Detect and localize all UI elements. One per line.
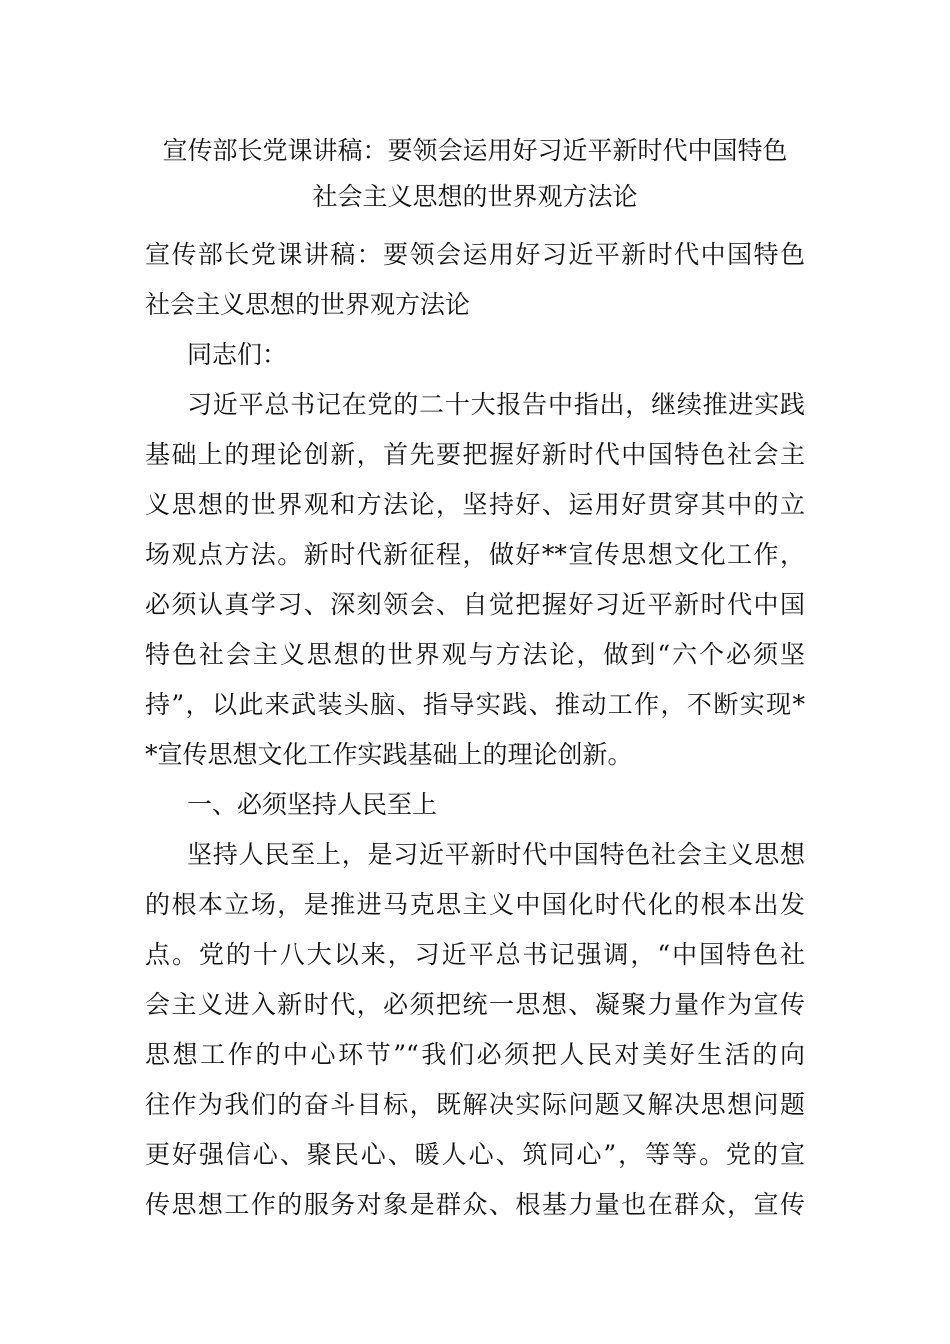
text-line: 持”，以此来武装头脑、指导实践、推动工作，不断实现* <box>145 690 805 719</box>
document-body <box>145 230 805 1230</box>
text-line: 特色社会主义思想的世界观与方法论，做到“六个必须坚 <box>145 640 805 669</box>
greeting: 同志们： <box>187 340 288 369</box>
text-line: 坚持人民至上，是习近平新时代中国特色社会主义思想 <box>187 840 805 869</box>
paragraph-2 <box>145 830 805 1230</box>
text-line: 场观点方法。新时代新征程，做好**宣传思想文化工作， <box>145 540 805 569</box>
title-line: 社会主义思想的世界观方法论 <box>312 182 638 211</box>
document-title <box>145 128 805 220</box>
text-line: 传思想工作的服务对象是群众、根基力量也在群众，宣传 <box>145 1190 805 1219</box>
text-line: 必须认真学习、深刻领会、自觉把握好习近平新时代中国 <box>145 590 805 619</box>
title-line: 宣传部长党课讲稿：要领会运用好习近平新时代中国特色 <box>162 136 788 165</box>
text-line: 基础上的理论创新，首先要把握好新时代中国特色社会主 <box>145 440 805 469</box>
text-line: 思想工作的中心环节”“我们必须把人民对美好生活的向 <box>145 1040 805 1069</box>
text-line: 点。党的十八大以来，习近平总书记强调，“中国特色社 <box>145 940 805 969</box>
text-line: 社会主义思想的世界观方法论 <box>145 290 471 319</box>
section-heading: 一、必须坚持人民至上 <box>187 790 438 819</box>
repeated-title <box>145 230 805 330</box>
paragraph-1 <box>145 380 805 780</box>
text-line: 往作为我们的奋斗目标，既解决实际问题又解决思想问题 <box>145 1090 805 1119</box>
text-line: 义思想的世界观和方法论，坚持好、运用好贯穿其中的立 <box>145 490 805 519</box>
text-line: 会主义进入新时代，必须把统一思想、凝聚力量作为宣传 <box>145 990 805 1019</box>
text-line: *宣传思想文化工作实践基础上的理论创新。 <box>145 740 633 769</box>
text-line: 的根本立场，是推进马克思主义中国化时代化的根本出发 <box>145 890 805 919</box>
text-line: 宣传部长党课讲稿：要领会运用好习近平新时代中国特色 <box>145 240 805 269</box>
text-line: 习近平总书记在党的二十大报告中指出，继续推进实践 <box>187 390 805 419</box>
text-line: 更好强信心、聚民心、暖人心、筑同心”，等等。党的宣 <box>145 1140 805 1169</box>
